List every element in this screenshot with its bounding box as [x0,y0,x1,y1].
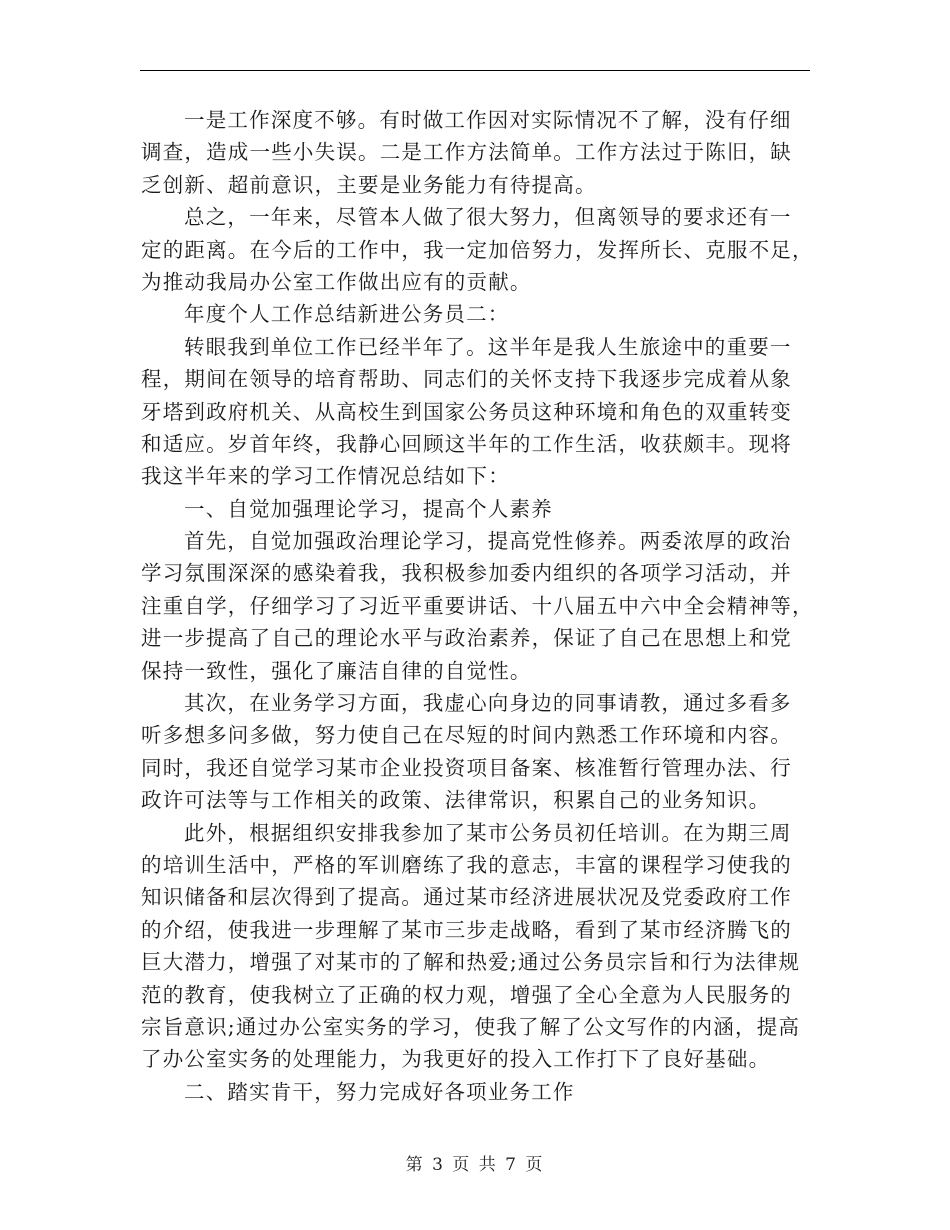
section-heading: 年度个人工作总结新进公务员二： [184,302,510,327]
text-line: 定的距离。在今后的工作中，我一定加倍努力，发挥所长、克服不足， [141,237,814,262]
text-line: 一是工作深度不够。有时做工作因对实际情况不了解，没有仔细 [184,108,792,132]
text-line: 了办公室实务的处理能力，为我更好的投入工作打下了良好基础。 [141,1047,771,1072]
text-line: 转眼我到单位工作已经半年了。这半年是我人生旅途中的重要一 [184,334,792,359]
text-line: 学习氛围深深的感染着我，我积极参加委内组织的各项学习活动，并 [141,561,792,586]
text-line: 我这半年来的学习工作情况总结如下： [141,464,510,489]
text-line: 注重自学，仔细学习了习近平重要讲话、十八届五中六中全会精神等， [141,593,814,618]
text-line: 程，期间在领导的培育帮助、同志们的关怀支持下我逐步完成着从象 [141,367,792,392]
text-line: 和适应。岁首年终，我静心回顾这半年的工作生活，收获颇丰。现将 [141,431,792,456]
text-line: 此外，根据组织安排我参加了某市公务员初任培训。在为期三周 [184,820,792,845]
text-line: 的培训生活中，严格的军训磨练了我的意志，丰富的课程学习使我的 [141,852,792,877]
section-heading: 二、踏实肯干，努力完成好各项业务工作 [184,1079,575,1104]
text-line: 范的教育，使我树立了正确的权力观，增强了全心全意为人民服务的 [141,982,792,1007]
text-line: 保持一致性，强化了廉洁自律的自觉性。 [141,658,532,683]
text-line: 巨大潜力，增强了对某市的了解和热爱;通过公务员宗旨和行为法律规 [141,950,801,975]
text-line: 听多想多问多做，努力使自己在尽短的时间内熟悉工作环境和内容。 [141,723,792,748]
page-number: 第 3 页 共 7 页 [405,1155,545,1175]
header-rule [140,70,810,71]
text-line: 宗旨意识;通过办公室实务的学习，使我了解了公文写作的内涵，提高 [141,1014,801,1039]
text-line: 进一步提高了自己的理论水平与政治素养，保证了自己在思想上和党 [141,626,792,651]
text-line: 的介绍，使我进一步理解了某市三步走战略，看到了某市经济腾飞的 [141,917,792,942]
text-line: 其次，在业务学习方面，我虚心向身边的同事请教，通过多看多 [184,691,792,716]
text-line: 首先，自觉加强政治理论学习，提高党性修养。两委浓厚的政治 [184,529,792,554]
text-line: 政许可法等与工作相关的政策、法律常识，积累自己的业务知识。 [141,788,771,813]
text-line: 同时，我还自觉学习某市企业投资项目备案、核准暂行管理办法、行 [141,755,792,780]
text-line: 知识储备和层次得到了提高。通过某市经济进展状况及党委政府工作 [141,885,792,910]
text-line: 为推动我局办公室工作做出应有的贡献。 [141,269,532,294]
text-line: 牙塔到政府机关、从高校生到国家公务员这种环境和角色的双重转变 [141,399,792,424]
text-line: 乏创新、超前意识，主要是业务能力有待提高。 [141,172,597,197]
text-line: 调查，造成一些小失误。二是工作方法简单。工作方法过于陈旧，缺 [141,140,792,165]
body-text [141,104,814,1108]
section-heading: 一、自觉加强理论学习，提高个人素养 [184,496,553,521]
text-line: 总之，一年来，尽管本人做了很大努力，但离领导的要求还有一 [184,205,792,230]
